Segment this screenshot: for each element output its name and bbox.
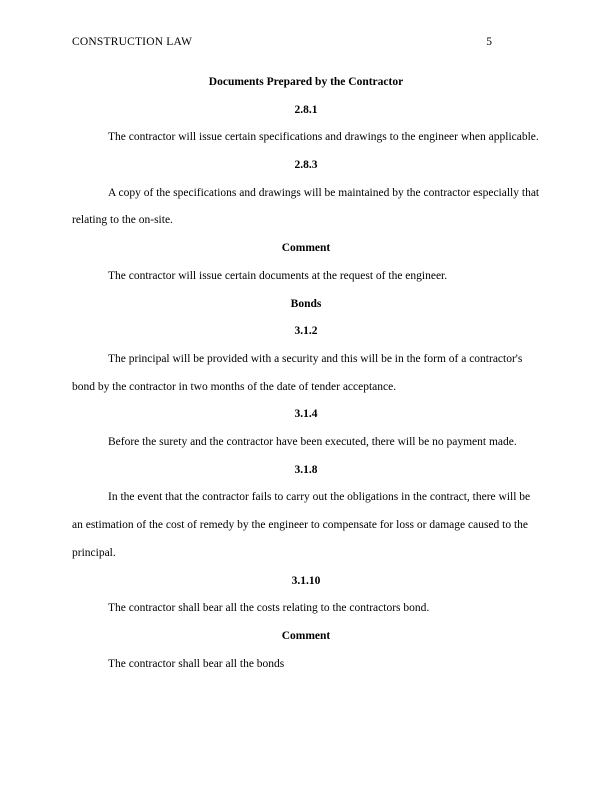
document-body (72, 69, 540, 678)
clause-number: 3.1.4 (294, 408, 318, 421)
clause-number: 3.1.8 (294, 463, 318, 476)
section-heading: Documents Prepared by the Contractor (208, 76, 404, 88)
clause-number: 2.8.1 (294, 103, 318, 116)
clause-number: 3.1.2 (294, 325, 318, 338)
clause-paragraph: Before the surety and the contractor have been executed, there will be no payment made. (108, 436, 517, 449)
clause-paragraph: A copy of the specifications and drawings will be maintained by the contractor especially that relating to the on-site. (72, 186, 540, 227)
comment-paragraph: The contractor shall bear all the bonds (108, 657, 285, 670)
clause-paragraph: The contractor will issue certain specifications and drawings to the engineer when applicable. (108, 131, 539, 144)
clause-number: 2.8.3 (294, 159, 318, 172)
comment-heading: Comment (281, 242, 331, 255)
page-number: 5 (486, 36, 492, 48)
clause-paragraph: The principal will be provided with a security and this will be in the form of a contractor's bond by the contractor in two months of the date of tender acceptance. (72, 352, 523, 393)
clause-paragraph: In the event that the contractor fails to carry out the obligations in the contract, there will be an estimation of the cost of remedy by the engineer to compensate for loss or damage caused to the principal. (72, 491, 531, 559)
page-header (72, 36, 492, 52)
clause-number: 3.1.10 (291, 574, 321, 587)
comment-paragraph: The contractor will issue certain documents at the request of the engineer. (108, 269, 448, 282)
running-head: CONSTRUCTION LAW (72, 36, 193, 48)
section-heading: Bonds (290, 297, 322, 310)
comment-heading: Comment (281, 629, 331, 642)
clause-paragraph: The contractor shall bear all the costs relating to the contractors bond. (108, 602, 430, 615)
